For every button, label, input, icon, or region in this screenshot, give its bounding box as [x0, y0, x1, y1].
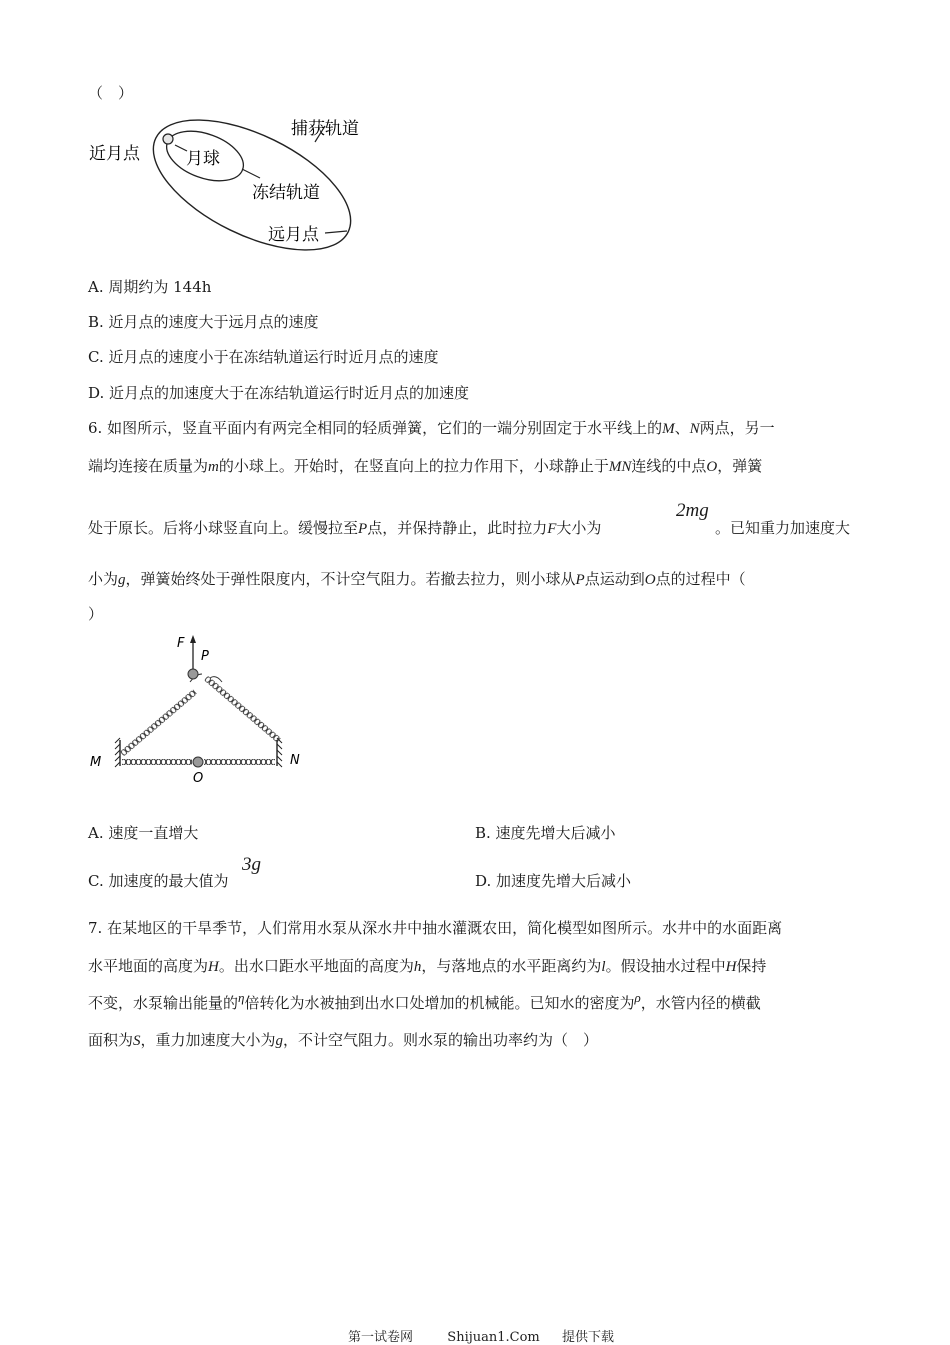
- q5-option-c: C. 近月点的速度小于在冻结轨道运行时近月点的速度: [88, 348, 439, 366]
- q6-line-4: 小为g，弹簧始终处于弹性限度内，不计空气阻力。若撤去拉力，则小球从P点运动到O点的过程中（: [88, 570, 746, 588]
- point-m-label: M: [90, 755, 102, 770]
- point-n-label: N: [290, 753, 300, 768]
- q6-option-c-value: 3g: [242, 854, 261, 875]
- point-o-label: O: [193, 771, 204, 786]
- q6-line-5: ）: [88, 605, 104, 623]
- spring-figure: [86, 630, 316, 790]
- right-spring-diagonal: [204, 676, 281, 743]
- q6-line-3-end: 。已知重力加速度大: [715, 519, 851, 537]
- moon-dot: [163, 134, 173, 144]
- left-spring-diagonal: [120, 689, 197, 756]
- q5-bracket: （ ）: [88, 84, 134, 102]
- ball-p: [188, 669, 198, 679]
- q6-option-d: D. 加速度先增大后减小: [475, 872, 632, 890]
- q7-line-3: 不变，水泵输出能量的η倍转化为水被抽到出水口处增加的机械能。已知水的密度为ρ，水管内径的横截: [88, 990, 761, 1012]
- footer-site-cn: 第一试卷网: [348, 1330, 414, 1345]
- q7-line-2: 水平地面的高度为H。出水口距水平地面的高度为h，与落地点的水平距离约为l。假设抽水过程中H保持: [88, 957, 767, 975]
- q6-option-a: A. 速度一直增大: [88, 824, 199, 842]
- q5-option-d: D. 近月点的加速度大于在冻结轨道运行时近月点的加速度: [88, 384, 470, 402]
- q6-force-value: 2mg: [676, 500, 709, 521]
- q7-line-1: 7. 在某地区的干旱季节，人们常用水泵从深水井中抽水灌溉农田，简化模型如图所示。水井中的水面距离: [88, 919, 783, 937]
- near-point-label: 近月点: [89, 144, 140, 164]
- far-point-label: 远月点: [268, 225, 319, 245]
- force-label: F: [177, 636, 185, 651]
- q6-option-b: B. 速度先增大后减小: [475, 824, 616, 842]
- q6-line-1: 6. 如图所示，竖直平面内有两完全相同的轻质弹簧，它们的一端分别固定于水平线上的M、N两点，另一: [88, 419, 775, 437]
- q6-option-c: C. 加速度的最大值为: [88, 872, 229, 890]
- point-p-label: P: [201, 649, 209, 664]
- q7-line-4: 面积为S，重力加速度大小为g，不计空气阻力。则水泵的输出功率约为（ ）: [88, 1031, 599, 1049]
- capture-orbit-label: 捕获轨道: [291, 119, 359, 139]
- right-spring-horizontal: [204, 759, 275, 765]
- moon-label: 月球: [186, 149, 220, 169]
- orbit-figure: [85, 110, 375, 255]
- q6-line-3: 处于原长。后将小球竖直向上。缓慢拉至P点，并保持静止，此时拉力F大小为: [88, 519, 602, 537]
- q5-option-a: A. 周期约为 144h: [88, 278, 212, 296]
- frozen-orbit-label: 冻结轨道: [252, 183, 320, 203]
- ball-o: [193, 757, 203, 767]
- q5-option-b: B. 近月点的速度大于远月点的速度: [88, 313, 319, 331]
- left-spring-horizontal: [122, 759, 192, 765]
- footer-provide: 提供下载: [562, 1330, 615, 1345]
- q6-line-2: 端均连接在质量为m的小球上。开始时，在竖直向上的拉力作用下，小球静止于MN连线的中点O，弹簧: [88, 457, 763, 475]
- footer-site-en: Shijuan1.Com: [447, 1330, 540, 1345]
- footer: [348, 1326, 614, 1345]
